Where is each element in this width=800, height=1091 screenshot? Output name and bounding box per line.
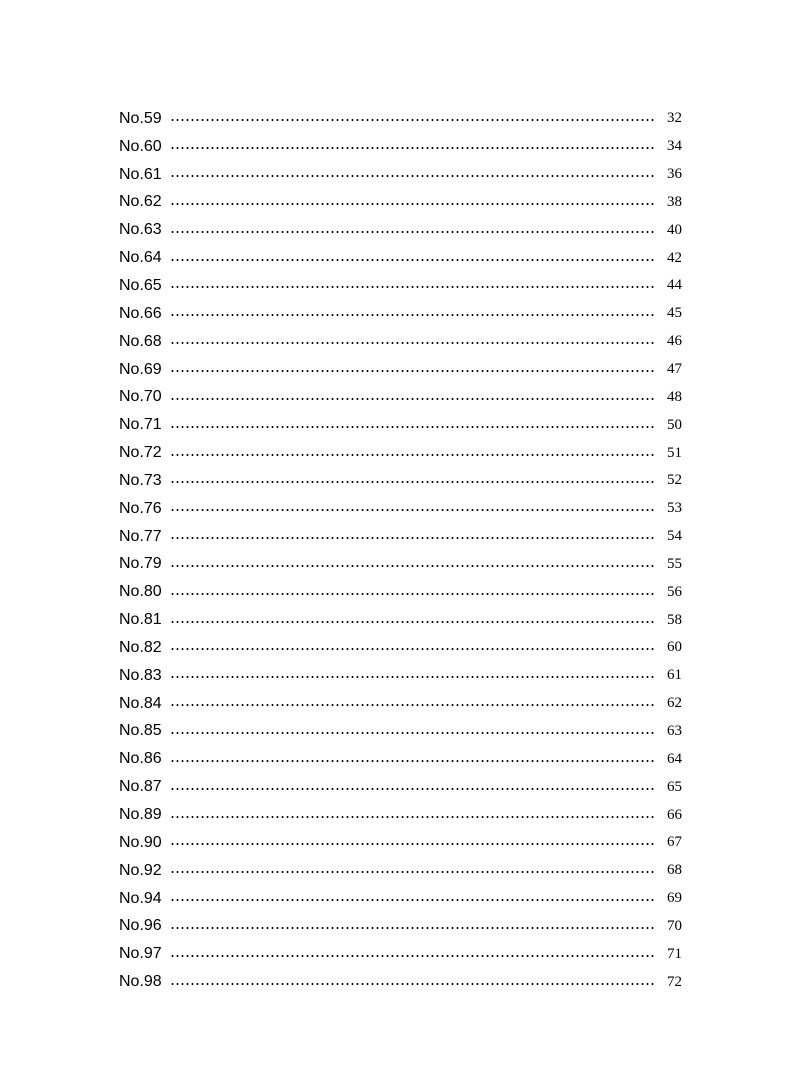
toc-entry[interactable] [119,411,682,439]
dot-leader [170,481,654,483]
toc-entry[interactable] [119,216,682,244]
toc-entry-page-number: 32 [667,110,682,127]
toc-entry-label: No.71 [119,416,162,434]
toc-entry-page-number: 72 [667,973,682,990]
toc-entry[interactable] [119,801,682,829]
toc-entry-label: No.94 [119,889,162,907]
toc-entry[interactable] [119,161,682,189]
toc-entry[interactable] [119,745,682,773]
toc-entry-label: No.70 [119,388,162,406]
dot-leader [170,704,654,706]
toc-entry-page-number: 66 [667,806,682,823]
dot-leader [170,147,654,149]
dot-leader [170,843,654,845]
toc-entry-page-number: 50 [667,416,682,433]
toc-entry-label: No.64 [119,249,162,267]
toc-entry-page-number: 34 [667,138,682,155]
toc-entry[interactable] [119,578,682,606]
toc-entry-label: No.90 [119,833,162,851]
toc-entry[interactable] [119,912,682,940]
dot-leader [170,426,654,428]
toc-entry-label: No.92 [119,861,162,879]
dot-leader [170,955,654,957]
dot-leader [170,175,654,177]
dot-leader [170,342,654,344]
toc-entry-page-number: 52 [667,472,682,489]
toc-entry-label: No.86 [119,750,162,768]
toc-entry-page-number: 56 [667,583,682,600]
dot-leader [170,871,654,873]
dot-leader [170,119,654,121]
toc-entry-label: No.66 [119,304,162,322]
toc-entry-page-number: 51 [667,444,682,461]
toc-entry-page-number: 70 [667,917,682,934]
toc-entry-label: No.80 [119,583,162,601]
toc-entry-page-number: 45 [667,305,682,322]
table-of-contents [119,105,682,996]
toc-entry-page-number: 47 [667,361,682,378]
toc-entry-label: No.76 [119,499,162,517]
toc-entry-page-number: 46 [667,333,682,350]
toc-entry[interactable] [119,495,682,523]
toc-entry[interactable] [119,272,682,300]
toc-entry-page-number: 55 [667,555,682,572]
dot-leader [170,231,654,233]
toc-entry[interactable] [119,551,682,579]
toc-entry[interactable] [119,718,682,746]
toc-entry[interactable] [119,133,682,161]
dot-leader [170,899,654,901]
dot-leader [170,259,654,261]
toc-entry-label: No.82 [119,638,162,656]
dot-leader [170,370,654,372]
toc-entry[interactable] [119,690,682,718]
toc-entry-label: No.63 [119,221,162,239]
dot-leader [170,983,654,985]
toc-entry-page-number: 58 [667,611,682,628]
toc-entry-label: No.77 [119,527,162,545]
toc-entry[interactable] [119,300,682,328]
toc-entry-page-number: 60 [667,639,682,656]
toc-entry[interactable] [119,606,682,634]
toc-entry-page-number: 53 [667,500,682,517]
toc-entry-page-number: 44 [667,277,682,294]
toc-entry[interactable] [119,439,682,467]
toc-entry[interactable] [119,383,682,411]
dot-leader [170,509,654,511]
toc-entry[interactable] [119,356,682,384]
toc-entry[interactable] [119,467,682,495]
toc-entry[interactable] [119,829,682,857]
toc-entry[interactable] [119,523,682,551]
toc-entry-label: No.84 [119,694,162,712]
toc-entry-label: No.98 [119,973,162,991]
toc-entry[interactable] [119,244,682,272]
toc-entry-label: No.89 [119,806,162,824]
dot-leader [170,398,654,400]
toc-entry-label: No.73 [119,471,162,489]
toc-entry-label: No.87 [119,778,162,796]
toc-entry[interactable] [119,968,682,996]
dot-leader [170,648,654,650]
toc-entry-page-number: 48 [667,388,682,405]
toc-entry[interactable] [119,328,682,356]
toc-entry[interactable] [119,105,682,133]
toc-entry-page-number: 68 [667,862,682,879]
toc-entry-label: No.96 [119,917,162,935]
toc-entry-page-number: 67 [667,834,682,851]
dot-leader [170,537,654,539]
toc-entry[interactable] [119,189,682,217]
dot-leader [170,760,654,762]
dot-leader [170,732,654,734]
toc-entry-label: No.81 [119,611,162,629]
toc-entry-page-number: 71 [667,945,682,962]
dot-leader [170,286,654,288]
toc-entry-label: No.65 [119,276,162,294]
toc-entry-label: No.61 [119,165,162,183]
dot-leader [170,565,654,567]
dot-leader [170,676,654,678]
toc-entry-page-number: 36 [667,166,682,183]
toc-entry-label: No.97 [119,945,162,963]
dot-leader [170,454,654,456]
toc-entry-page-number: 62 [667,695,682,712]
dot-leader [170,203,654,205]
toc-entry-page-number: 40 [667,221,682,238]
dot-leader [170,788,654,790]
dot-leader [170,314,654,316]
toc-entry-page-number: 42 [667,249,682,266]
toc-entry-label: No.83 [119,666,162,684]
toc-entry[interactable] [119,773,682,801]
toc-entry-page-number: 54 [667,528,682,545]
toc-entry[interactable] [119,662,682,690]
toc-entry-label: No.72 [119,444,162,462]
toc-entry-label: No.62 [119,193,162,211]
dot-leader [170,927,654,929]
toc-entry-label: No.60 [119,137,162,155]
toc-entry-page-number: 38 [667,193,682,210]
toc-entry-label: No.85 [119,722,162,740]
toc-entry-page-number: 69 [667,890,682,907]
toc-entry-label: No.69 [119,360,162,378]
toc-entry-page-number: 61 [667,667,682,684]
dot-leader [170,593,654,595]
toc-entry-page-number: 63 [667,722,682,739]
toc-entry-page-number: 64 [667,750,682,767]
dot-leader [170,621,654,623]
dot-leader [170,816,654,818]
toc-entry[interactable] [119,940,682,968]
toc-entry[interactable] [119,885,682,913]
toc-entry-page-number: 65 [667,778,682,795]
toc-entry-label: No.79 [119,555,162,573]
toc-entry-label: No.68 [119,332,162,350]
toc-entry-label: No.59 [119,109,162,127]
toc-entry[interactable] [119,857,682,885]
toc-entry[interactable] [119,634,682,662]
